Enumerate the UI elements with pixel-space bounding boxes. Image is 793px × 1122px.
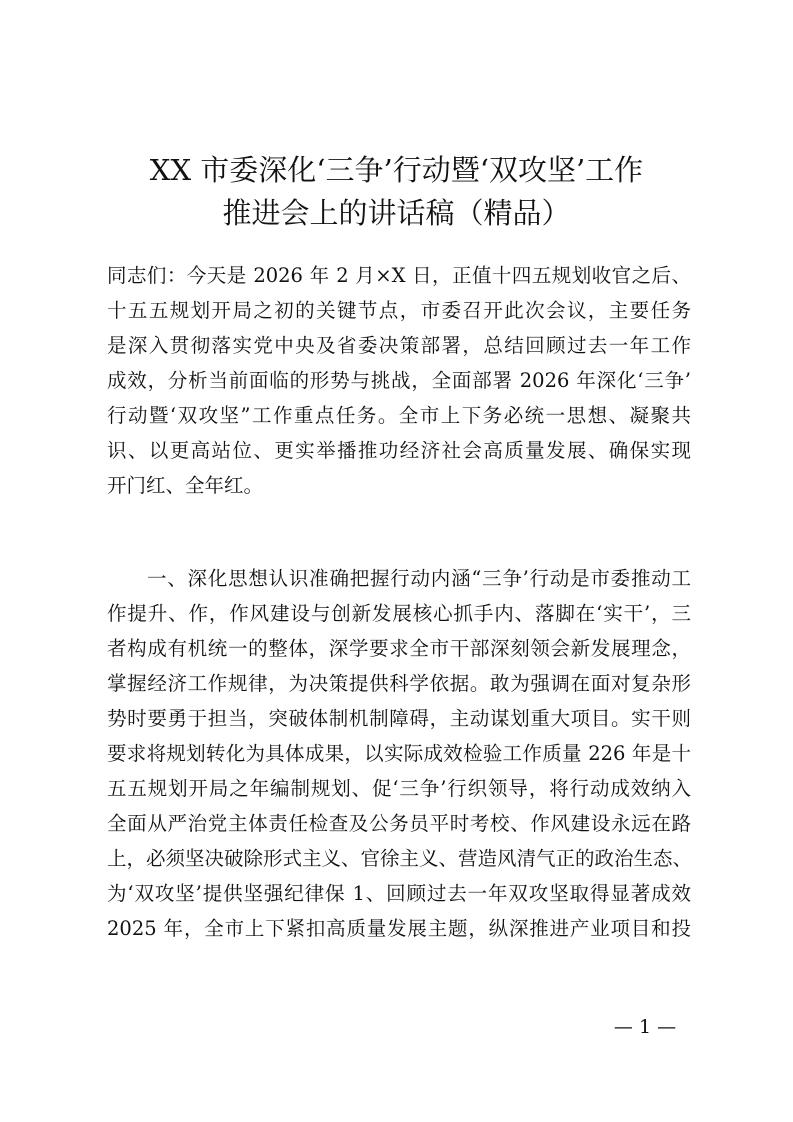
text-line: 成效，分析当前面临的形势与挑战，全面部署 2026 年深化‘三争’ — [107, 369, 691, 392]
text-line: 开门红、全年红。 — [107, 474, 264, 497]
text-line: 是深入贯彻落实党中央及省委决策部署，总结回顾过去一年工作 — [107, 334, 691, 357]
text-line: 作提升、作，作风建设与创新发展核心抓手内、落脚在‘实干’，三 — [107, 602, 691, 625]
text-line: 要求将规划转化为具体成果，以实际成效检验工作质量 226 年是十 — [107, 742, 691, 765]
text-line: 同志们：今天是 2026 年 2 月×X 日，正值十四五规划收官之后、 — [107, 264, 691, 287]
text-line: 势时要勇于担当，突破体制机制障碍，主动谋划重大项目。实干则 — [107, 707, 691, 730]
text-line: 全面从严治党主体责任检查及公务员平时考校、作风建设永远在路 — [107, 812, 691, 835]
page-number: — 1 — — [613, 1016, 677, 1038]
text-line: 行动暨‘双攻坚”工作重点任务。全市上下务必统一思想、凝聚共 — [107, 404, 691, 427]
text-line: 识、以更高站位、更实举播推功经济社会高质量发展、确保实现 — [107, 439, 691, 462]
text-line: 为‘双攻坚’提供坚强纪律保 1、回顾过去一年双攻坚取得显著成效 — [107, 882, 691, 905]
document-title-line-2: 推进会上的讲话稿（精品） — [222, 196, 571, 230]
text-line: 2025 年，全市上下紧扣高质量发展主题，纵深推进产业项目和投 — [107, 917, 691, 940]
text-line: 一、深化思想认识准确把握行动内涵“三争’行动是市委推动工 — [147, 567, 691, 590]
text-line: 上，必须坚决破除形式主义、官徐主义、营造风清气正的政治生态、 — [107, 847, 693, 870]
text-line: 十五五规划开局之初的关键节点，市委召开此次会议，主要任务 — [107, 299, 691, 322]
document-title-line-1: XX 市委深化‘三争’行动暨‘双攻坚’工作 — [149, 153, 644, 187]
text-line: 掌握经济工作规律，为决策提供科学依据。敢为强调在面对复杂形 — [107, 672, 691, 695]
text-line: 五五规划开局之年编制规划、促‘三争’行织领导，将行动成效纳入 — [107, 777, 691, 800]
text-line: 者构成有机统一的整体，深学要求全市干部深刻领会新发展理念， — [107, 637, 691, 660]
